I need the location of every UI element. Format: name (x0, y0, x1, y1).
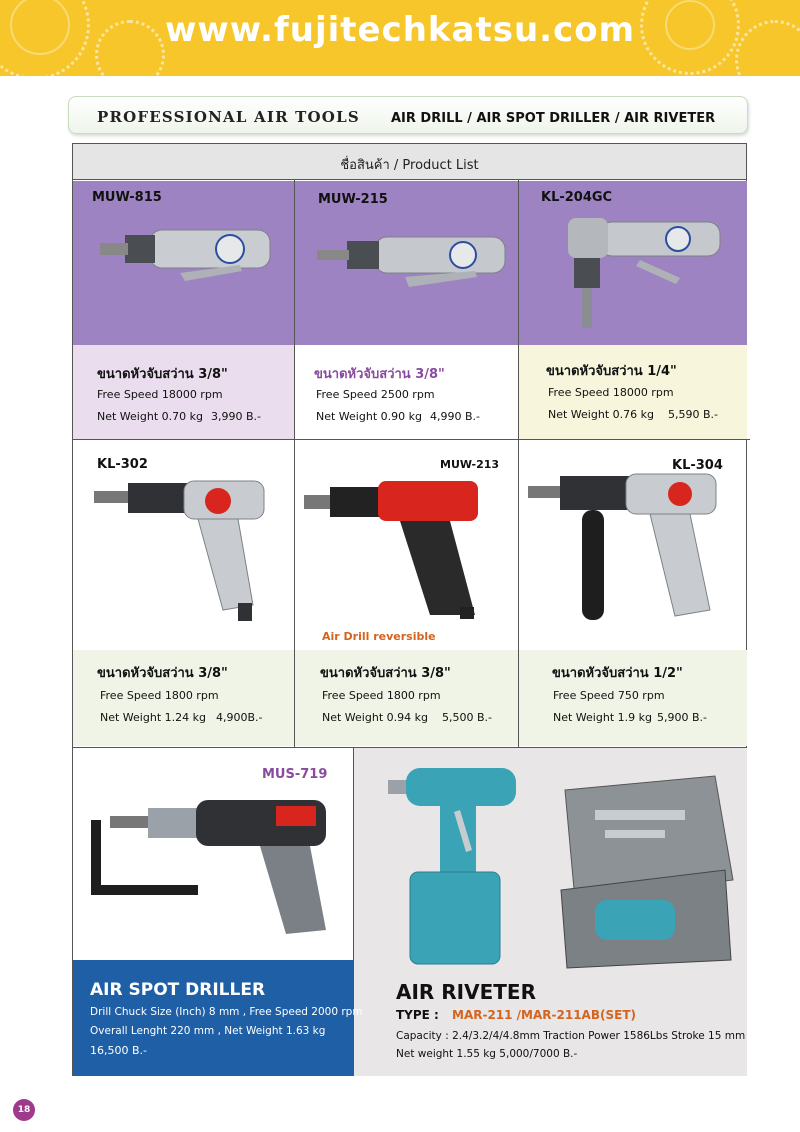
weight-muw-215: Net Weight 0.90 kg (316, 410, 422, 423)
straight-air-drill-image-2 (305, 225, 515, 295)
speed-muw-815: Free Speed 18000 rpm (97, 388, 223, 401)
model-muw-213: MUW-213 (440, 458, 500, 471)
chuck-size-kl-302: ขนาดหัวจับสว่าน 3/8" (97, 666, 228, 681)
speed-muw-213: Free Speed 1800 rpm (322, 689, 441, 702)
speed-kl-304: Free Speed 750 rpm (553, 689, 665, 702)
straight-air-drill-image (90, 215, 280, 295)
air-riveter-image (380, 760, 520, 970)
speed-kl-204gc: Free Speed 18000 rpm (548, 386, 674, 399)
riveter-case-set-image (555, 770, 735, 970)
model-kl-204gc: KL-204GC (541, 190, 613, 205)
model-muw-815: MUW-815 (92, 190, 162, 205)
model-mus-719: MUS-719 (262, 767, 328, 782)
spot-driller-info-panel (73, 960, 353, 1076)
price-muw-215: 4,990 B.- (430, 410, 480, 423)
chuck-size-muw-815: ขนาดหัวจับสว่าน 3/8" (97, 367, 228, 382)
speed-muw-215: Free Speed 2500 rpm (316, 388, 435, 401)
price-muw-213: 5,500 B.- (442, 711, 492, 724)
section-title: PROFESSIONAL AIR TOOLS (97, 108, 360, 126)
page-number: 18 (13, 1099, 35, 1121)
speed-kl-302: Free Speed 1800 rpm (100, 689, 219, 702)
price-kl-302: 4,900B.- (216, 711, 263, 724)
heavy-duty-air-drill-image (520, 470, 740, 640)
spot-driller-spec-line2: Overall Lenght 220 mm , Net Weight 1.63 kg (90, 1025, 326, 1037)
weight-kl-204gc: Net Weight 0.76 kg (548, 408, 654, 421)
weight-muw-213: Net Weight 0.94 kg (322, 711, 428, 724)
website-url[interactable]: www.fujitechkatsu.com (164, 10, 636, 50)
product-list-header: ชื่อสินค้า / Product List (72, 143, 747, 180)
section-subtitle: AIR DRILL / AIR SPOT DRILLER / AIR RIVETER (391, 111, 716, 126)
weight-kl-302: Net Weight 1.24 kg (100, 711, 206, 724)
chuck-size-muw-215: ขนาดหัวจับสว่าน 3/8" (314, 367, 445, 382)
weight-kl-304: Net Weight 1.9 kg (553, 711, 652, 724)
pistol-air-drill-image (88, 475, 278, 635)
spot-driller-image (90, 790, 340, 940)
riveter-title: AIR RIVETER (396, 980, 536, 1004)
price-kl-304: 5,900 B.- (657, 711, 707, 724)
spot-driller-price: 16,500 B.- (90, 1044, 147, 1057)
riveter-spec-line1: Capacity : 2.4/3.2/4/4.8mm Traction Power 1586Lbs Stroke 15 mm (396, 1030, 746, 1042)
chuck-size-muw-213: ขนาดหัวจับสว่าน 3/8" (320, 666, 451, 681)
chuck-size-kl-204gc: ขนาดหัวจับสว่าน 1/4" (546, 364, 677, 379)
header-banner (0, 0, 800, 76)
reversible-note: Air Drill reversible (322, 630, 436, 643)
weight-muw-815: Net Weight 0.70 kg (97, 410, 203, 423)
spot-driller-title: AIR SPOT DRILLER (90, 980, 266, 1000)
model-kl-304: KL-304 (672, 458, 723, 473)
reversible-air-drill-image (300, 475, 500, 635)
riveter-type-value: MAR-211 /MAR-211AB(SET) (452, 1008, 636, 1022)
model-kl-302: KL-302 (97, 457, 148, 472)
spot-driller-spec-line1: Drill Chuck Size (Inch) 8 mm , Free Speed 2000 rpm (90, 1006, 363, 1018)
section-title-bar (68, 96, 748, 134)
price-kl-204gc: 5,590 B.- (668, 408, 718, 421)
model-muw-215: MUW-215 (318, 192, 388, 207)
riveter-spec-line2: Net weight 1.55 kg 5,000/7000 B.- (396, 1048, 578, 1060)
riveter-type-label: TYPE : (396, 1008, 439, 1022)
chuck-size-kl-304: ขนาดหัวจับสว่าน 1/2" (552, 666, 683, 681)
angle-air-drill-image (560, 210, 740, 340)
price-muw-815: 3,990 B.- (211, 410, 261, 423)
